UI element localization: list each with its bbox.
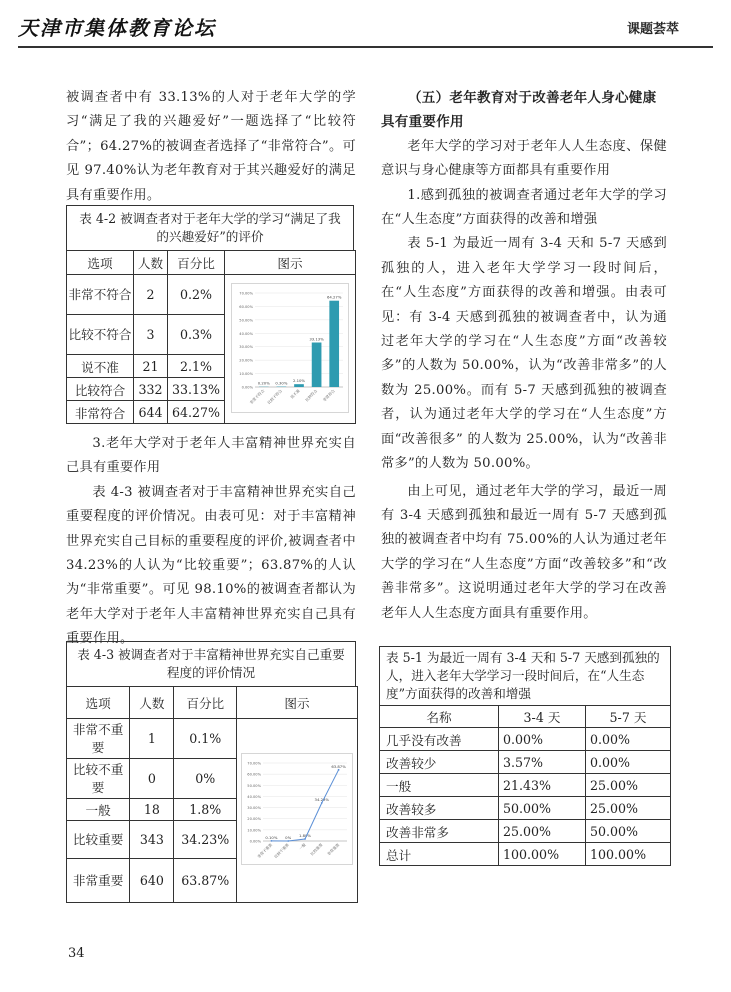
- table-4-2: [66, 205, 354, 424]
- value-cell: 50.00%: [586, 820, 671, 843]
- pct-cell: 33.13%: [168, 378, 225, 401]
- col-header: 选项: [67, 687, 130, 719]
- y-tick-label: 10.00%: [247, 828, 261, 833]
- table-caption: 表 5-1 为最近一周有 3-4 天和 5-7 天感到孤独的人，进入老年大学学习一段时间后，在“人生态度”方面获得的改善和增强: [386, 650, 660, 701]
- subsection-heading: 1.感到孤独的被调查者通过老年大学的学习在“人生态度”方面获得的改善和增强: [381, 187, 667, 228]
- y-tick-label: 40.00%: [247, 794, 261, 799]
- bar-chart-4-2: [231, 283, 349, 413]
- left-section-3: [66, 432, 356, 652]
- value-cell: 0.00%: [586, 728, 671, 751]
- value-cell: 0.00%: [499, 728, 586, 751]
- chart-cell: [237, 719, 358, 903]
- count-cell: 343: [130, 821, 174, 859]
- right-paragraph-3: 由上可见，通过老年大学的学习，最近一周有 3-4 天感到孤独和最近一周有 5-7 天感到孤独的被调查者中均有 75.00%的人认为通过老年大学的学习在“人生态度”方面“改善较多”和“改善非常多”。这说明通过老年大学的学习在改善老年人人生态度方面具有重要作用。: [381, 483, 667, 621]
- x-tick-label: 非常不重要: [256, 842, 274, 860]
- value-cell: 21.43%: [499, 774, 586, 797]
- y-tick-label: 50.00%: [239, 317, 253, 322]
- count-cell: 332: [134, 378, 168, 401]
- data-label: 33.13%: [309, 336, 324, 342]
- y-tick-label: 70.00%: [247, 761, 261, 766]
- pct-cell: 2.1%: [168, 355, 225, 378]
- table-row: [380, 843, 671, 866]
- table-row: [67, 275, 356, 315]
- left-paragraph-2: 表 4-3 被调查者对于丰富精神世界充实自己重要程度的评价情况。由表可见：对于丰富精神世界充实自己目标的重要程度的评价,被调查者中 34.23%的人认为“比较重要”；63.87%的人认为“非常重要”。可见 98.10%的被调查者都认为老年大学对于老年人丰富精神世界充实自己具有重要作用。: [66, 484, 356, 647]
- page-number: 34: [68, 946, 85, 961]
- pct-cell: 63.87%: [174, 859, 237, 903]
- pct-cell: 0%: [174, 759, 237, 799]
- name-cell: 几乎没有改善: [380, 728, 499, 751]
- data-label: 1.80%: [298, 832, 312, 838]
- table-4-2-grid: [66, 250, 356, 424]
- table-4-3: [66, 641, 356, 903]
- table-row: [380, 774, 671, 797]
- count-cell: 21: [134, 355, 168, 378]
- right-paragraph-2: 表 5-1 为最近一周有 3-4 天和 5-7 天感到孤独的人，进入老年大学学习一段时间后，在“人生态度”方面获得的改善和增强。由表可见：有 3-4 天感到孤独的被调查者中，认为通过老年大学的学习在“人生态度”方面“改善较多”的人数为 50.00%，认为“改善非常多”的人数为 25.00%。而有 5-7 天感到孤独的被调查者，认为通过老年大学的学习在“人生态度”方面“改善很多” 的人数为 25.00%，认为“改善非常多”的人数为 50.00%。: [381, 236, 667, 472]
- data-label: 63.87%: [331, 763, 346, 769]
- y-tick-label: 10.00%: [239, 371, 253, 376]
- option-cell: 非常符合: [67, 401, 134, 424]
- table-row: [380, 820, 671, 843]
- value-cell: 100.00%: [586, 843, 671, 866]
- data-label: 0.20%: [257, 380, 270, 386]
- data-point: [338, 769, 340, 771]
- table-row: [380, 751, 671, 774]
- data-label: 64.27%: [326, 294, 342, 300]
- data-label: 0.30%: [275, 380, 288, 386]
- bar: [312, 342, 322, 386]
- y-tick-label: 20.00%: [239, 358, 253, 363]
- col-header: 图示: [237, 687, 358, 719]
- count-cell: 1: [130, 719, 174, 759]
- x-tick-label: 比较重要: [309, 842, 324, 857]
- x-tick-label: 一般: [297, 842, 307, 852]
- data-label: 0%: [285, 835, 292, 840]
- x-tick-label: 比较不符合: [266, 387, 284, 405]
- section-label: 课题荟萃: [626, 22, 679, 37]
- x-tick-label: 非常重要: [326, 842, 341, 857]
- count-cell: 3: [134, 315, 168, 355]
- count-cell: 18: [130, 799, 174, 821]
- col-header: 3-4 天: [499, 706, 586, 728]
- name-cell: 改善非常多: [380, 820, 499, 843]
- value-cell: 25.00%: [586, 797, 671, 820]
- bar: [329, 300, 339, 386]
- col-header: 图示: [225, 251, 356, 275]
- name-cell: 总计: [380, 843, 499, 866]
- y-tick-label: 40.00%: [239, 331, 253, 336]
- count-cell: 644: [134, 401, 168, 424]
- option-cell: 非常重要: [67, 859, 130, 903]
- header-rule: [18, 46, 713, 48]
- name-cell: 一般: [380, 774, 499, 797]
- count-cell: 2: [134, 275, 168, 315]
- value-cell: 50.00%: [499, 797, 586, 820]
- option-cell: 比较符合: [67, 378, 134, 401]
- count-cell: 0: [130, 759, 174, 799]
- y-tick-label: 60.00%: [247, 772, 261, 777]
- left-paragraph-1: 被调查者中有 33.13%的人对于老年大学的学习“满足了我的兴趣爱好”一题选择了“比较符合”；64.27%的被调查者选择了“非常符合”。可见 97.40%认为老年教育对于其兴趣爱好的满足具有重要作用。: [66, 90, 356, 203]
- right-paragraph-1: 老年大学的学习对于老年人人生态度、保健意识与身心健康等方面都具有重要作用: [381, 138, 667, 179]
- table-5-1: [379, 646, 671, 866]
- data-label: 34.23%: [314, 796, 330, 802]
- value-cell: 25.00%: [586, 774, 671, 797]
- data-label: 2.10%: [292, 377, 306, 383]
- count-cell: 640: [130, 859, 174, 903]
- x-tick-label: 说不准: [289, 387, 301, 400]
- line-chart-4-3: [241, 753, 353, 865]
- col-header: 名称: [380, 706, 499, 728]
- pct-cell: 1.8%: [174, 799, 237, 821]
- table-row: [67, 719, 358, 759]
- data-point: [304, 838, 306, 840]
- pct-cell: 0.2%: [168, 275, 225, 315]
- table-caption: 表 4-3 被调查者对于丰富精神世界充实自己重要程度的评价情况: [66, 641, 356, 686]
- journal-title: 天津市集体教育论坛: [18, 16, 216, 40]
- option-cell: 一般: [67, 799, 130, 821]
- table-5-1-grid: [379, 705, 671, 866]
- col-header: 人数: [130, 687, 174, 719]
- data-point: [271, 840, 273, 842]
- col-header: 百分比: [174, 687, 237, 719]
- bar: [294, 384, 304, 387]
- data-label: 0.10%: [265, 834, 278, 840]
- pct-cell: 34.23%: [174, 821, 237, 859]
- y-tick-label: 30.00%: [247, 806, 261, 811]
- table-4-3-grid: [66, 686, 358, 903]
- option-cell: 非常不符合: [67, 275, 134, 315]
- option-cell: 非常不重要: [67, 719, 130, 759]
- right-column-text: [381, 86, 667, 626]
- x-tick-label: 非常符合: [321, 387, 336, 402]
- value-cell: 3.57%: [499, 751, 586, 774]
- value-cell: 25.00%: [499, 820, 586, 843]
- y-tick-label: 20.00%: [247, 817, 261, 822]
- table-caption: 表 4-2 被调查者对于老年大学的学习“满足了我的兴趣爱好”的评价: [66, 205, 354, 250]
- col-header: 人数: [134, 251, 168, 275]
- x-tick-label: 比较不重要: [272, 842, 290, 860]
- x-tick-label: 非常不符合: [248, 387, 266, 405]
- value-cell: 100.00%: [499, 843, 586, 866]
- option-cell: 比较不重要: [67, 759, 130, 799]
- col-header: 5-7 天: [586, 706, 671, 728]
- table-row: [380, 728, 671, 751]
- chart-cell: [225, 275, 356, 424]
- y-tick-label: 50.00%: [247, 783, 261, 788]
- y-tick-label: 60.00%: [239, 304, 253, 309]
- option-cell: 比较不符合: [67, 315, 134, 355]
- section-heading: （五）老年教育对于改善老年人身心健康具有重要作用: [381, 90, 657, 131]
- data-point: [287, 840, 289, 842]
- col-header: 百分比: [168, 251, 225, 275]
- y-tick-label: 0.00%: [241, 385, 253, 389]
- pct-cell: 0.3%: [168, 315, 225, 355]
- option-cell: 比较重要: [67, 821, 130, 859]
- y-tick-label: 0.00%: [249, 839, 261, 844]
- y-tick-label: 70.00%: [239, 291, 253, 295]
- table-row: [380, 797, 671, 820]
- name-cell: 改善较多: [380, 797, 499, 820]
- pct-cell: 0.1%: [174, 719, 237, 759]
- section-heading: 3.老年大学对于老年人丰富精神世界充实自己具有重要作用: [66, 436, 356, 476]
- option-cell: 说不准: [67, 355, 134, 378]
- pct-cell: 64.27%: [168, 401, 225, 424]
- name-cell: 改善较少: [380, 751, 499, 774]
- data-point: [321, 802, 323, 804]
- x-tick-label: 比较符合: [304, 387, 319, 402]
- col-header: 选项: [67, 251, 134, 275]
- value-cell: 0.00%: [586, 751, 671, 774]
- y-tick-label: 30.00%: [239, 344, 253, 349]
